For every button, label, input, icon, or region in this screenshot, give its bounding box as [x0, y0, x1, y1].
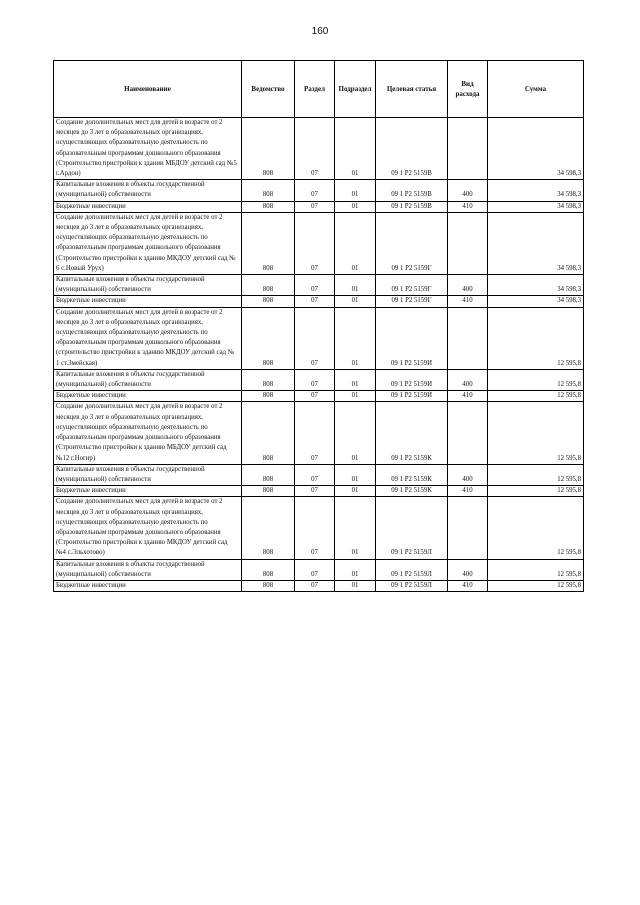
- row-vedomstvo: 808: [242, 464, 295, 485]
- table-row: [54, 391, 584, 402]
- row-vid-rashoda: [448, 497, 488, 559]
- row-razdel: 07: [295, 464, 335, 485]
- row-vedomstvo: 808: [242, 307, 295, 369]
- row-podrazdel: 01: [335, 369, 376, 390]
- row-podrazdel: 01: [335, 391, 376, 402]
- row-celevaya-statya: 09 1 Р2 5159К: [376, 486, 448, 497]
- row-razdel: 07: [295, 118, 335, 180]
- row-name: Бюджетные инвестиции: [54, 391, 242, 402]
- table-row: [54, 275, 584, 296]
- row-razdel: 07: [295, 275, 335, 296]
- row-vedomstvo: 808: [242, 118, 295, 180]
- row-vedomstvo: 808: [242, 201, 295, 212]
- row-name: Капитальные вложения в объекты государственной (муниципальной) собственности: [54, 464, 242, 485]
- row-celevaya-statya: 09 1 Р2 5159Г: [376, 275, 448, 296]
- row-podrazdel: 01: [335, 118, 376, 180]
- header-summa: Сумма: [488, 61, 584, 118]
- row-razdel: 07: [295, 307, 335, 369]
- row-razdel: 07: [295, 296, 335, 307]
- row-summa: 12 595,8: [488, 497, 584, 559]
- row-celevaya-statya: 09 1 Р2 5159В: [376, 180, 448, 201]
- row-vid-rashoda: 400: [448, 559, 488, 580]
- row-podrazdel: 01: [335, 307, 376, 369]
- row-name: Создание дополнительных мест для детей в возрасте от 2 месяцев до 3 лет в образовательных организациях, осуществляющих образовательную деятельность по образовательным программам дошкольного образования (Строительство пристройки к зданию МБДОУ детский сад №12 г.Ногир): [54, 402, 242, 464]
- row-razdel: 07: [295, 180, 335, 201]
- row-podrazdel: 01: [335, 180, 376, 201]
- table-row: [54, 307, 584, 369]
- row-vedomstvo: 808: [242, 391, 295, 402]
- row-summa: 12 595,8: [488, 580, 584, 591]
- row-celevaya-statya: 09 1 Р2 5159К: [376, 402, 448, 464]
- row-celevaya-statya: 09 1 Р2 5159И: [376, 369, 448, 390]
- row-razdel: 07: [295, 369, 335, 390]
- row-vedomstvo: 808: [242, 580, 295, 591]
- row-vedomstvo: 808: [242, 497, 295, 559]
- table-row: [54, 201, 584, 212]
- row-name: Капитальные вложения в объекты государственной (муниципальной) собственности: [54, 180, 242, 201]
- row-razdel: 07: [295, 580, 335, 591]
- row-podrazdel: 01: [335, 201, 376, 212]
- table-row: [54, 486, 584, 497]
- budget-table: [53, 60, 584, 592]
- row-vedomstvo: 808: [242, 180, 295, 201]
- row-name: Бюджетные инвестиции: [54, 486, 242, 497]
- row-podrazdel: 01: [335, 464, 376, 485]
- row-vedomstvo: 808: [242, 212, 295, 274]
- row-celevaya-statya: 09 1 Р2 5159Г: [376, 296, 448, 307]
- table-header-row: [54, 61, 584, 118]
- row-name: Создание дополнительных мест для детей в возрасте от 2 месяцев до 3 лет в образовательных организациях, осуществляющих образовательную деятельность по образовательным программам дошкольного образования (Строительство пристройки к зданию МКДОУ детский сад № 6 с.Новый Урух): [54, 212, 242, 274]
- table-row: [54, 369, 584, 390]
- row-vedomstvo: 808: [242, 296, 295, 307]
- row-podrazdel: 01: [335, 275, 376, 296]
- row-celevaya-statya: 09 1 Р2 5159К: [376, 464, 448, 485]
- row-name: Капитальные вложения в объекты государственной (муниципальной) собственности: [54, 369, 242, 390]
- table-row: [54, 497, 584, 559]
- row-podrazdel: 01: [335, 296, 376, 307]
- row-razdel: 07: [295, 559, 335, 580]
- row-vedomstvo: 808: [242, 275, 295, 296]
- row-summa: 34 598,3: [488, 180, 584, 201]
- header-razdel: Раздел: [295, 61, 335, 118]
- header-vid-rashoda: Вид расхода: [448, 61, 488, 118]
- table-row: [54, 180, 584, 201]
- row-vid-rashoda: [448, 118, 488, 180]
- row-razdel: 07: [295, 212, 335, 274]
- row-summa: 34 598,3: [488, 275, 584, 296]
- row-summa: 12 595,8: [488, 464, 584, 485]
- row-vedomstvo: 808: [242, 486, 295, 497]
- row-razdel: 07: [295, 486, 335, 497]
- row-podrazdel: 01: [335, 559, 376, 580]
- row-summa: 12 595,8: [488, 391, 584, 402]
- row-razdel: 07: [295, 497, 335, 559]
- row-vedomstvo: 808: [242, 402, 295, 464]
- row-vid-rashoda: 400: [448, 464, 488, 485]
- row-celevaya-statya: 09 1 Р2 5159И: [376, 307, 448, 369]
- row-name: Создание дополнительных мест для детей в возрасте от 2 месяцев до 3 лет в образовательных организациях, осуществляющих образовательную деятельность по образовательным программам дошкольного образования (строительство пристройки к зданию МКДОУ детский сад № 1 ст.Змейская): [54, 307, 242, 369]
- table-row: [54, 580, 584, 591]
- row-vid-rashoda: 410: [448, 580, 488, 591]
- row-celevaya-statya: 09 1 Р2 5159В: [376, 118, 448, 180]
- row-name: Капитальные вложения в объекты государственной (муниципальной) собственности: [54, 275, 242, 296]
- row-vid-rashoda: [448, 307, 488, 369]
- row-vid-rashoda: 410: [448, 296, 488, 307]
- row-vid-rashoda: 400: [448, 275, 488, 296]
- table-row: [54, 559, 584, 580]
- row-podrazdel: 01: [335, 212, 376, 274]
- row-name: Бюджетные инвестиции: [54, 296, 242, 307]
- row-summa: 34 598,3: [488, 118, 584, 180]
- row-celevaya-statya: 09 1 Р2 5159Л: [376, 559, 448, 580]
- row-podrazdel: 01: [335, 402, 376, 464]
- row-summa: 12 595,8: [488, 307, 584, 369]
- row-vid-rashoda: 410: [448, 391, 488, 402]
- row-podrazdel: 01: [335, 497, 376, 559]
- row-vedomstvo: 808: [242, 369, 295, 390]
- row-name: Капитальные вложения в объекты государственной (муниципальной) собственности: [54, 559, 242, 580]
- header-vedomstvo: Ведомство: [242, 61, 295, 118]
- row-razdel: 07: [295, 201, 335, 212]
- table-row: [54, 402, 584, 464]
- table-row: [54, 118, 584, 180]
- row-summa: 12 595,8: [488, 402, 584, 464]
- page-number: 160: [311, 26, 329, 37]
- row-name: Бюджетные инвестиции: [54, 201, 242, 212]
- table-row: [54, 464, 584, 485]
- header-podrazdel: Подраздел: [335, 61, 376, 118]
- header-celevaya-statya: Целевая статья: [376, 61, 448, 118]
- row-vid-rashoda: [448, 212, 488, 274]
- row-vedomstvo: 808: [242, 559, 295, 580]
- row-vid-rashoda: 410: [448, 486, 488, 497]
- row-podrazdel: 01: [335, 486, 376, 497]
- row-summa: 34 598,3: [488, 201, 584, 212]
- row-vid-rashoda: 400: [448, 180, 488, 201]
- table-row: [54, 296, 584, 307]
- row-razdel: 07: [295, 402, 335, 464]
- row-summa: 12 595,8: [488, 559, 584, 580]
- row-summa: 34 598,3: [488, 212, 584, 274]
- row-razdel: 07: [295, 391, 335, 402]
- row-vid-rashoda: 410: [448, 201, 488, 212]
- row-celevaya-statya: 09 1 Р2 5159Л: [376, 497, 448, 559]
- row-summa: 12 595,8: [488, 369, 584, 390]
- row-celevaya-statya: 09 1 Р2 5159Л: [376, 580, 448, 591]
- row-summa: 12 595,8: [488, 486, 584, 497]
- row-celevaya-statya: 09 1 Р2 5159Г: [376, 212, 448, 274]
- row-celevaya-statya: 09 1 Р2 5159И: [376, 391, 448, 402]
- row-name: Создание дополнительных мест для детей в возрасте от 2 месяцев до 3 лет в образовательных организациях, осуществляющих образовательную деятельность по образовательным программам дошкольного образования (Строительство пристройки к зданию МКДОУ детский сад №4 с.Эльхотово): [54, 497, 242, 559]
- row-vid-rashoda: 400: [448, 369, 488, 390]
- table-row: [54, 212, 584, 274]
- row-podrazdel: 01: [335, 580, 376, 591]
- row-celevaya-statya: 09 1 Р2 5159В: [376, 201, 448, 212]
- row-name: Создание дополнительных мест для детей в возрасте от 2 месяцев до 3 лет в образовательных организациях, осуществляющих образовательную деятельность по образовательным программам дошкольного образования (Строительство пристройки к здании МБДОУ детский сад №5 г.Ардон): [54, 118, 242, 180]
- row-name: Бюджетные инвестиции: [54, 580, 242, 591]
- header-name: Наименование: [54, 61, 242, 118]
- row-vid-rashoda: [448, 402, 488, 464]
- row-summa: 34 598,3: [488, 296, 584, 307]
